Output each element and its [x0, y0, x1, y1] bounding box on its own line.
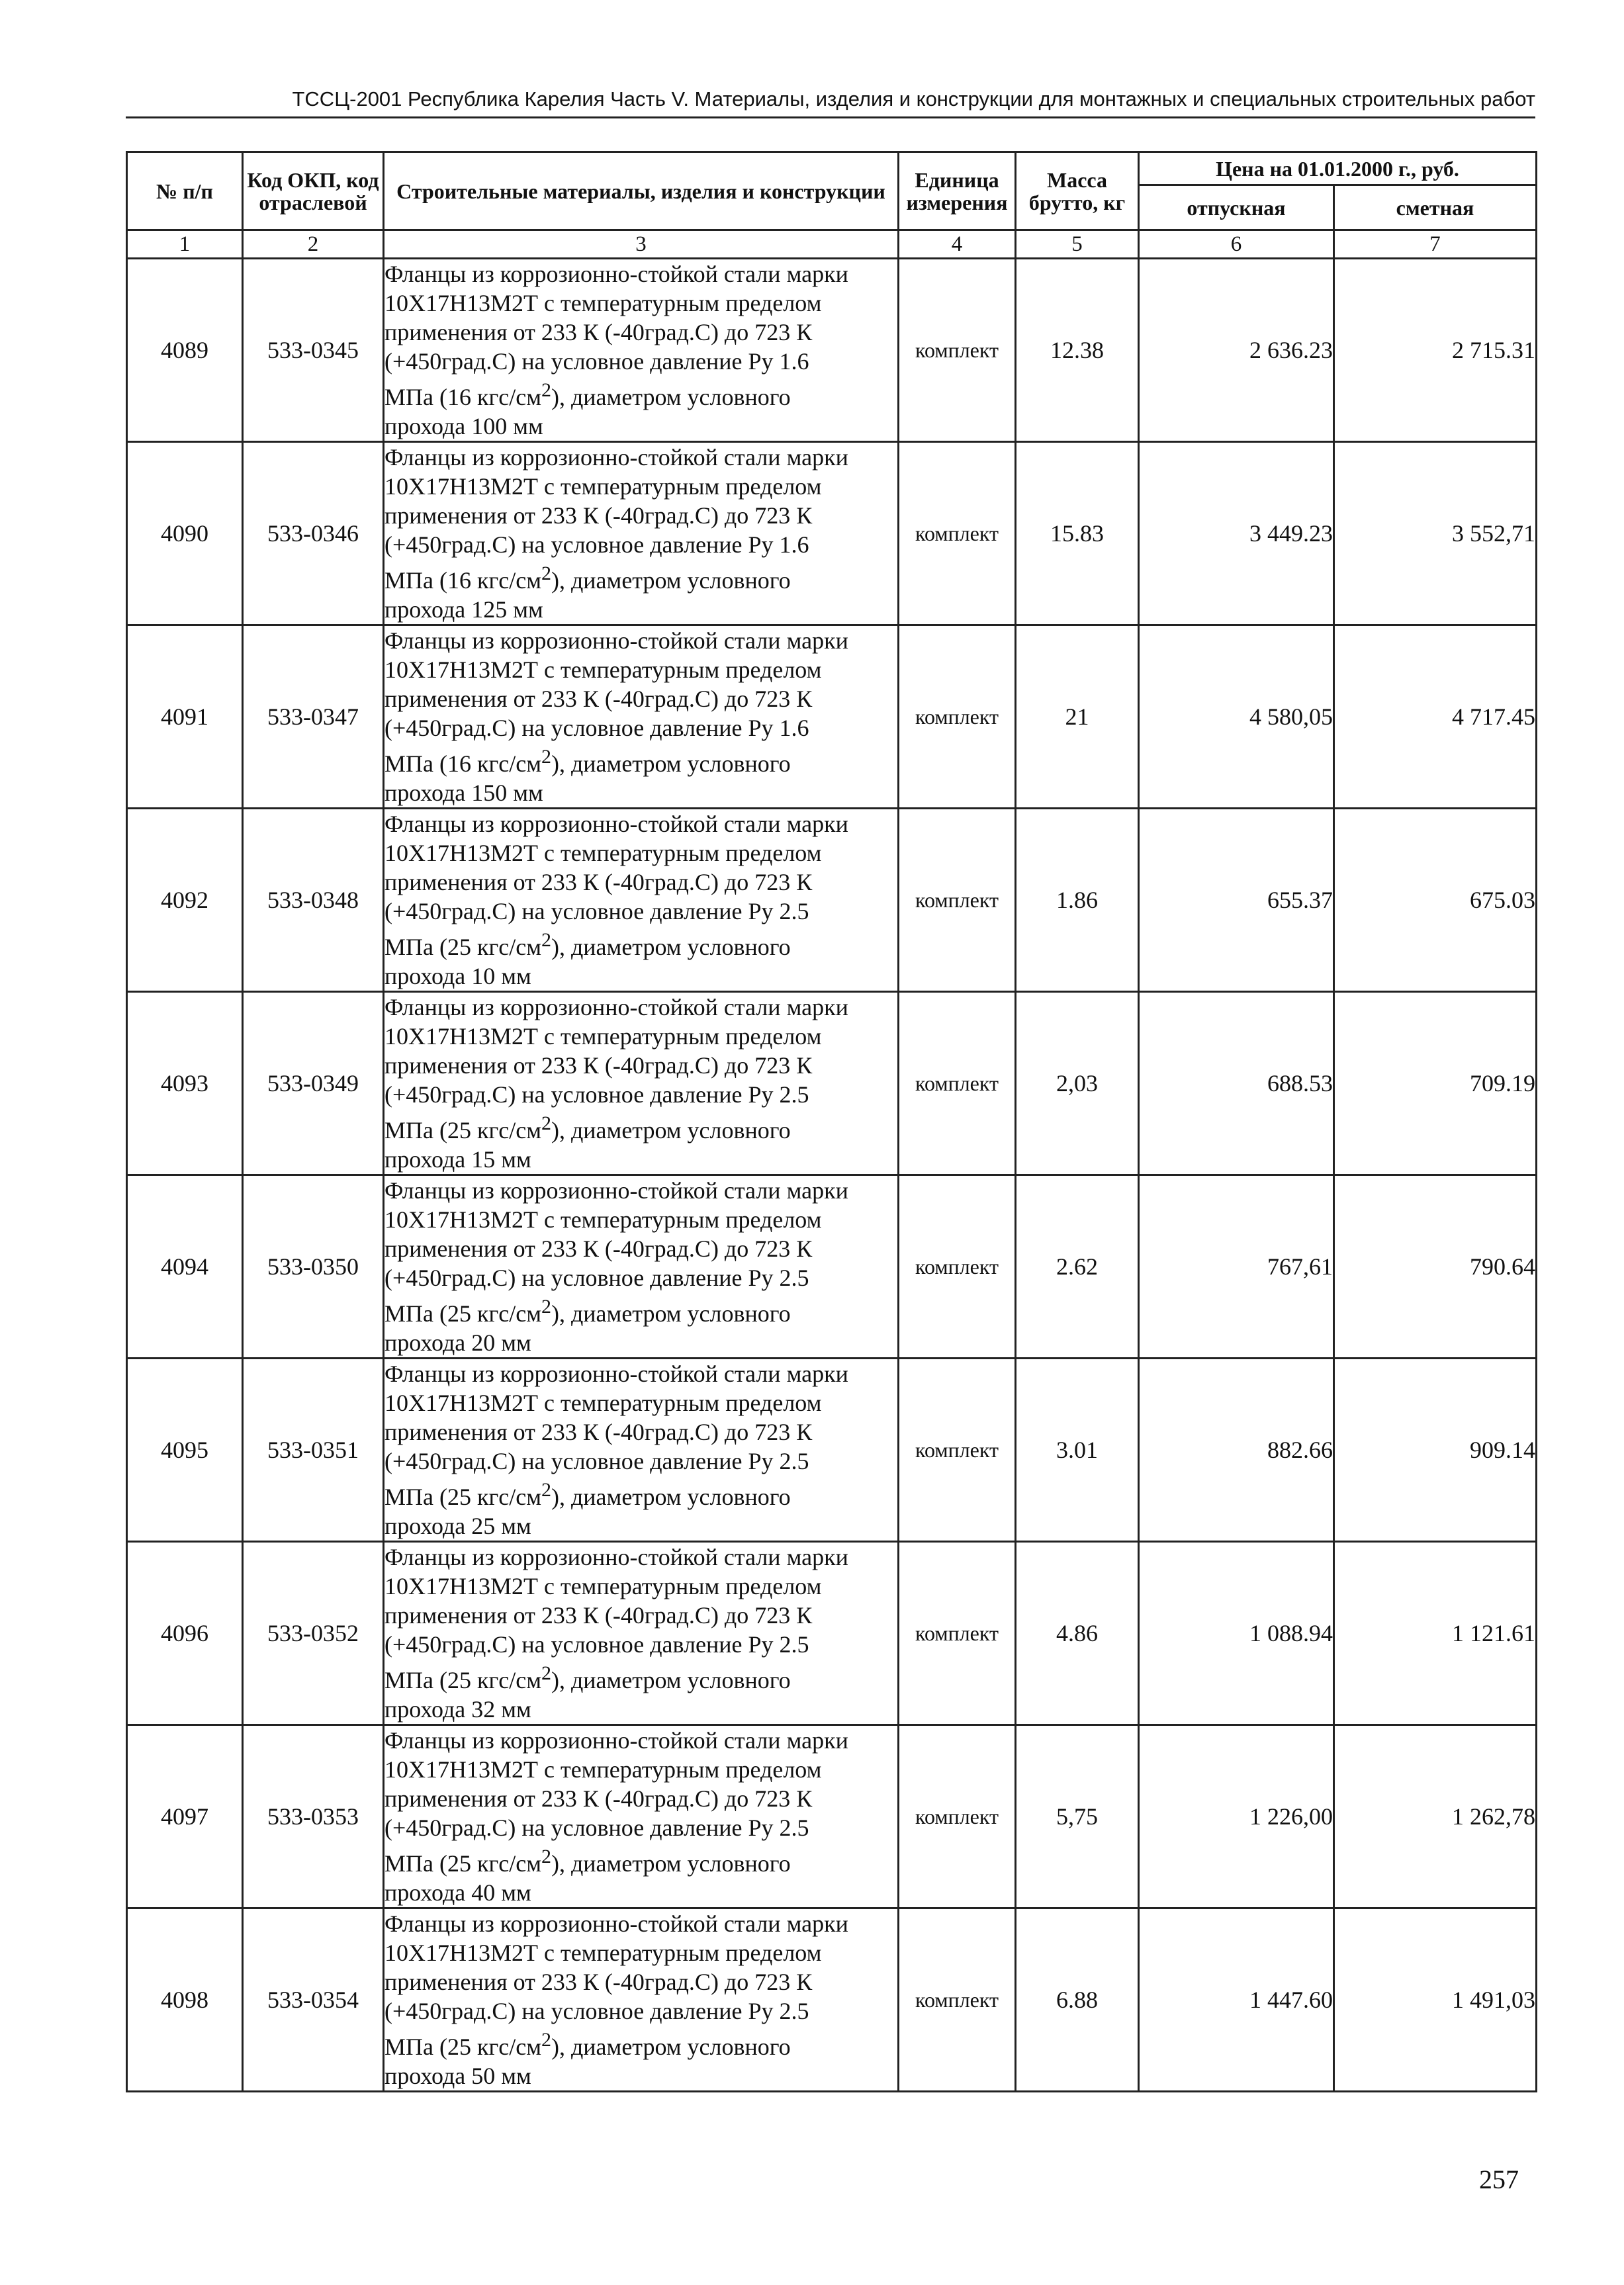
description-text: ), диаметром условного [551, 1117, 791, 1143]
price-estimate: 1 262,78 [1334, 1725, 1537, 1908]
description-line [384, 1842, 897, 1878]
okp-code: 533-0348 [243, 809, 384, 992]
price-estimate: 2 715.31 [1334, 259, 1537, 442]
price-release: 655.37 [1139, 809, 1334, 992]
description-line: Фланцы из коррозионно-стойкой стали марки [384, 1910, 848, 1937]
unit-of-measure: комплект [899, 1175, 1016, 1359]
price-table [126, 151, 1537, 2092]
description-line: 10Х17Н13М2Т с температурным пределом [384, 1390, 822, 1416]
description-line: прохода 100 мм [384, 413, 543, 439]
description-line: Фланцы из коррозионно-стойкой стали марки [384, 444, 848, 470]
material-description [384, 442, 899, 625]
table-row [127, 625, 1537, 809]
material-description [384, 809, 899, 992]
description-text: ), диаметром условного [551, 1484, 791, 1510]
description-line: применения от 233 К (-40град.С) до 723 К [384, 319, 813, 345]
column-number: 5 [1016, 230, 1139, 259]
description-line: прохода 20 мм [384, 1329, 531, 1356]
row-number: 4098 [127, 1908, 243, 2092]
column-number: 6 [1139, 230, 1334, 259]
material-description [384, 1908, 899, 2092]
unit-of-measure: комплект [899, 992, 1016, 1175]
material-description [384, 1359, 899, 1542]
okp-code: 533-0346 [243, 442, 384, 625]
description-line [384, 742, 897, 778]
description-line [384, 1292, 897, 1328]
description-line: 10Х17Н13М2Т с температурным пределом [384, 290, 822, 316]
description-line: применения от 233 К (-40град.С) до 723 К [384, 1969, 813, 1995]
description-line: (+450град.С) на условное давление Ру 2.5 [384, 1631, 809, 1658]
header-name: Строительные материалы, изделия и конструкции [384, 152, 899, 230]
column-number: 1 [127, 230, 243, 259]
okp-code: 533-0354 [243, 1908, 384, 2092]
price-estimate: 709.19 [1334, 992, 1537, 1175]
description-line: (+450град.С) на условное давление Ру 2.5 [384, 898, 809, 924]
okp-code: 533-0353 [243, 1725, 384, 1908]
description-text: ), диаметром условного [551, 934, 791, 960]
description-text: МПа (25 кгс/см [384, 1484, 541, 1510]
header-code: Код ОКП, код отраслевой [243, 152, 384, 230]
gross-mass: 2.62 [1016, 1175, 1139, 1359]
gross-mass: 3.01 [1016, 1359, 1139, 1542]
gross-mass: 6.88 [1016, 1908, 1139, 2092]
price-estimate: 3 552,71 [1334, 442, 1537, 625]
description-line: 10Х17Н13М2Т с температурным пределом [384, 1206, 822, 1233]
description-line: 10Х17Н13М2Т с температурным пределом [384, 1940, 822, 1966]
header-unit: Единица измерения [899, 152, 1016, 230]
description-line: 10Х17Н13М2Т с температурным пределом [384, 840, 822, 866]
material-description [384, 1725, 899, 1908]
description-line: прохода 25 мм [384, 1513, 531, 1539]
table-row [127, 992, 1537, 1175]
price-release: 882.66 [1139, 1359, 1334, 1542]
description-line: (+450град.С) на условное давление Ру 2.5 [384, 1815, 809, 1841]
description-text: ), диаметром условного [551, 1850, 791, 1877]
page-header: ТССЦ-2001 Республика Карелия Часть V. Материалы, изделия и конструкции для монтажных и специальных строительных работ [126, 87, 1535, 118]
column-number: 3 [384, 230, 899, 259]
description-line: (+450град.С) на условное давление Ру 1.6 [384, 715, 809, 741]
description-line: применения от 233 К (-40град.С) до 723 К [384, 869, 813, 895]
unit-of-measure: комплект [899, 809, 1016, 992]
superscript: 2 [541, 746, 551, 768]
description-line: 10Х17Н13М2Т с температурным пределом [384, 1756, 822, 1783]
description-line: (+450град.С) на условное давление Ру 2.5 [384, 1448, 809, 1474]
superscript: 2 [541, 1662, 551, 1684]
table-row [127, 259, 1537, 442]
page-number: 257 [1479, 2165, 1519, 2194]
table-row [127, 1359, 1537, 1542]
description-line: прохода 40 мм [384, 1879, 531, 1906]
okp-code: 533-0349 [243, 992, 384, 1175]
description-line: Фланцы из коррозионно-стойкой стали марки [384, 1361, 848, 1387]
superscript: 2 [541, 1112, 551, 1134]
okp-code: 533-0351 [243, 1359, 384, 1542]
description-text: МПа (25 кгс/см [384, 1667, 541, 1693]
unit-of-measure: комплект [899, 442, 1016, 625]
table-row [127, 1175, 1537, 1359]
header-num: № п/п [127, 152, 243, 230]
row-number: 4094 [127, 1175, 243, 1359]
superscript: 2 [541, 562, 551, 584]
description-line: применения от 233 К (-40град.С) до 723 К [384, 502, 813, 529]
gross-mass: 21 [1016, 625, 1139, 809]
row-number: 4097 [127, 1725, 243, 1908]
description-line: применения от 233 К (-40град.С) до 723 К [384, 1419, 813, 1445]
description-line: прохода 15 мм [384, 1146, 531, 1173]
description-line [384, 1659, 897, 1695]
row-number: 4092 [127, 809, 243, 992]
unit-of-measure: комплект [899, 1542, 1016, 1725]
description-line: 10Х17Н13М2Т с температурным пределом [384, 1573, 822, 1599]
row-number: 4096 [127, 1542, 243, 1725]
gross-mass: 1.86 [1016, 809, 1139, 992]
price-release: 1 447.60 [1139, 1908, 1334, 2092]
description-line: применения от 233 К (-40град.С) до 723 К [384, 1235, 813, 1262]
column-number: 2 [243, 230, 384, 259]
row-number: 4091 [127, 625, 243, 809]
gross-mass: 15.83 [1016, 442, 1139, 625]
table-row [127, 1908, 1537, 2092]
gross-mass: 4.86 [1016, 1542, 1139, 1725]
price-estimate: 1 491,03 [1334, 1908, 1537, 2092]
description-line: Фланцы из коррозионно-стойкой стали марки [384, 1544, 848, 1570]
description-text: ), диаметром условного [551, 384, 791, 410]
description-line: прохода 32 мм [384, 1696, 531, 1723]
column-number: 7 [1334, 230, 1537, 259]
row-number: 4089 [127, 259, 243, 442]
table-row [127, 1725, 1537, 1908]
description-text: ), диаметром условного [551, 2034, 791, 2060]
header-price-release: отпускная [1139, 185, 1334, 230]
table-row [127, 809, 1537, 992]
description-line: Фланцы из коррозионно-стойкой стали марки [384, 994, 848, 1020]
price-release: 4 580,05 [1139, 625, 1334, 809]
table-row [127, 1542, 1537, 1725]
price-release: 2 636.23 [1139, 259, 1334, 442]
okp-code: 533-0350 [243, 1175, 384, 1359]
unit-of-measure: комплект [899, 1359, 1016, 1542]
description-line: Фланцы из коррозионно-стойкой стали марки [384, 811, 848, 837]
superscript: 2 [541, 2029, 551, 2051]
description-line: прохода 125 мм [384, 596, 543, 623]
description-line: (+450град.С) на условное давление Ру 2.5 [384, 1265, 809, 1291]
gross-mass: 5,75 [1016, 1725, 1139, 1908]
description-line: применения от 233 К (-40град.С) до 723 К [384, 1052, 813, 1079]
unit-of-measure: комплект [899, 625, 1016, 809]
description-line [384, 2026, 897, 2061]
description-text: МПа (16 кгс/см [384, 750, 541, 777]
price-release: 1 088.94 [1139, 1542, 1334, 1725]
column-number-row [127, 230, 1537, 259]
description-line: 10Х17Н13М2Т с температурным пределом [384, 1023, 822, 1050]
description-text: МПа (25 кгс/см [384, 1850, 541, 1877]
material-description [384, 625, 899, 809]
superscript: 2 [541, 1846, 551, 1867]
table-row [127, 442, 1537, 625]
superscript: 2 [541, 379, 551, 401]
description-text: МПа (25 кгс/см [384, 1117, 541, 1143]
okp-code: 533-0352 [243, 1542, 384, 1725]
superscript: 2 [541, 1296, 551, 1318]
description-line [384, 376, 897, 412]
description-line: (+450град.С) на условное давление Ру 2.5 [384, 1081, 809, 1108]
description-text: ), диаметром условного [551, 1300, 791, 1327]
description-line [384, 559, 897, 595]
description-text: ), диаметром условного [551, 750, 791, 777]
description-text: МПа (16 кгс/см [384, 384, 541, 410]
description-line [384, 1109, 897, 1145]
material-description [384, 992, 899, 1175]
description-line: 10Х17Н13М2Т с температурным пределом [384, 656, 822, 683]
row-number: 4095 [127, 1359, 243, 1542]
description-line: Фланцы из коррозионно-стойкой стали марки [384, 627, 848, 654]
okp-code: 533-0345 [243, 259, 384, 442]
description-text: ), диаметром условного [551, 567, 791, 594]
description-line: прохода 150 мм [384, 780, 543, 806]
unit-of-measure: комплект [899, 259, 1016, 442]
price-estimate: 909.14 [1334, 1359, 1537, 1542]
material-description [384, 259, 899, 442]
description-text: МПа (25 кгс/см [384, 2034, 541, 2060]
description-line: прохода 10 мм [384, 963, 531, 989]
price-estimate: 4 717.45 [1334, 625, 1537, 809]
description-line [384, 926, 897, 962]
header-price-group: Цена на 01.01.2000 г., руб. [1139, 152, 1537, 185]
unit-of-measure: комплект [899, 1908, 1016, 2092]
description-text: ), диаметром условного [551, 1667, 791, 1693]
description-line: применения от 233 К (-40град.С) до 723 К [384, 686, 813, 712]
description-line: Фланцы из коррозионно-стойкой стали марки [384, 1727, 848, 1754]
description-line: (+450град.С) на условное давление Ру 2.5 [384, 1998, 809, 2024]
price-estimate: 675.03 [1334, 809, 1537, 992]
material-description [384, 1542, 899, 1725]
gross-mass: 12.38 [1016, 259, 1139, 442]
price-estimate: 1 121.61 [1334, 1542, 1537, 1725]
description-line: применения от 233 К (-40град.С) до 723 К [384, 1785, 813, 1812]
row-number: 4093 [127, 992, 243, 1175]
description-text: МПа (25 кгс/см [384, 934, 541, 960]
description-text: МПа (25 кгс/см [384, 1300, 541, 1327]
description-line [384, 1476, 897, 1511]
description-line: применения от 233 К (-40град.С) до 723 К [384, 1602, 813, 1629]
price-release: 1 226,00 [1139, 1725, 1334, 1908]
superscript: 2 [541, 929, 551, 951]
price-estimate: 790.64 [1334, 1175, 1537, 1359]
header-price-estimate: сметная [1334, 185, 1537, 230]
unit-of-measure: комплект [899, 1725, 1016, 1908]
column-number: 4 [899, 230, 1016, 259]
superscript: 2 [541, 1479, 551, 1501]
description-line: Фланцы из коррозионно-стойкой стали марки [384, 1177, 848, 1204]
header-mass: Масса брутто, кг [1016, 152, 1139, 230]
description-text: МПа (16 кгс/см [384, 567, 541, 594]
gross-mass: 2,03 [1016, 992, 1139, 1175]
price-release: 3 449.23 [1139, 442, 1334, 625]
description-line: 10Х17Н13М2Т с температурным пределом [384, 473, 822, 500]
description-line: (+450град.С) на условное давление Ру 1.6 [384, 348, 809, 375]
price-release: 688.53 [1139, 992, 1334, 1175]
material-description [384, 1175, 899, 1359]
description-line: Фланцы из коррозионно-стойкой стали марки [384, 261, 848, 287]
price-release: 767,61 [1139, 1175, 1334, 1359]
okp-code: 533-0347 [243, 625, 384, 809]
row-number: 4090 [127, 442, 243, 625]
description-line: прохода 50 мм [384, 2063, 531, 2089]
description-line: (+450град.С) на условное давление Ру 1.6 [384, 531, 809, 558]
